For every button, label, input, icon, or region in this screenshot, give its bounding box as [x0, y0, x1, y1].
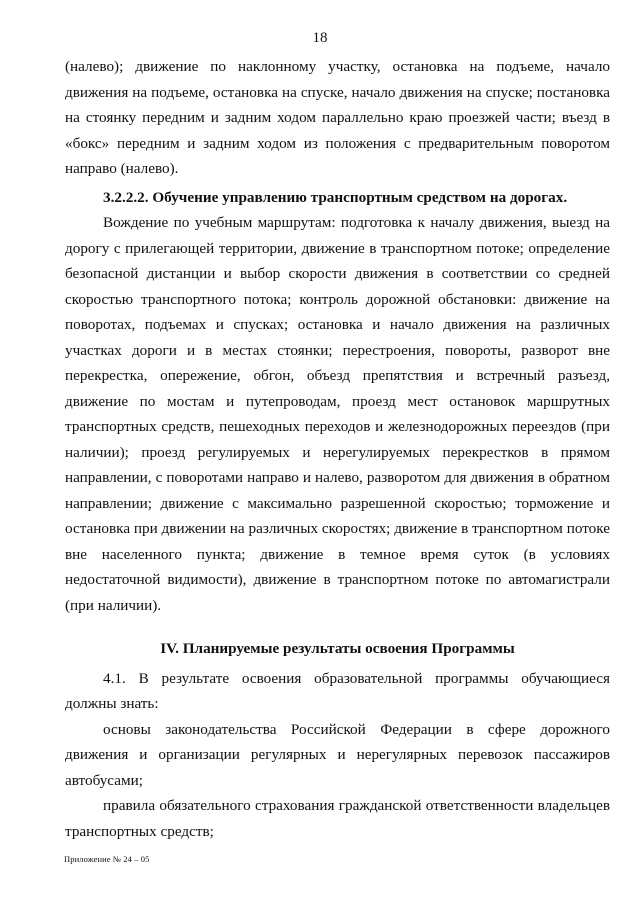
page-footer: Приложение № 24 – 05 [64, 854, 150, 864]
paragraph-continuation: (налево); движение по наклонному участку, остановка на подъеме, начало движения на подъеме, остановка на спуске, начало движения на спуске; постановка на стоянку передним и задним ходом параллельно краю проезжей части; въезд в «бокс» передним и задним ходом из положения с предварительным поворотом направо (налево). [65, 58, 610, 177]
document-body [65, 54, 610, 844]
paragraph-knowledge-insurance: правила обязательного страхования гражданской ответственности владельцев транспортных средств; [65, 797, 610, 840]
paragraph-results-intro: 4.1. В результате освоения образовательной программы обучающиеся должны знать: [65, 669, 610, 712]
paragraph-driving-routes: Вождение по учебным маршрутам: подготовка к началу движения, выезд на дорогу с прилегающей территории, движение в транспортном потоке; определение безопасной дистанции и выбор скорости движения в соответствии со средней скоростью транспортного потока; контроль дорожной обстановки: движение на поворотах, подъемах и спусках; остановка и начало движения на различных участках дороги и в местах стоянки; перестроения, повороты, разворот вне перекрестка, опережение, обгон, объезд препятствия и встречный разъезд, движение по мостам и путепроводам, проезд мест остановок маршрутных транспортных средств, пешеходных переходов и железнодорожных переездов (при наличии); проезд регулируемых и нерегулируемых перекрестков в прямом направлении, с поворотами направо и налево, разворотом для движения в обратном направлении; движение с максимально разрешенной скоростью; торможение и остановка при движении на различных скоростях; движение в транспортном потоке вне населенного пункта; движение в темное время суток (в условиях недостаточной видимости), движение в транспортном потоке по автомагистрали (при наличии). [65, 214, 610, 614]
subsection-heading: 3.2.2.2. Обучение управлению транспортным средством на дорогах. [103, 188, 568, 206]
section-heading: IV. Планируемые результаты освоения Программы [160, 640, 515, 657]
paragraph-knowledge-law: основы законодательства Российской Федерации в сфере дорожного движения и организации регулярных и нерегулярных перевозок пассажиров автобусами; [65, 720, 610, 789]
page-number: 18 [312, 30, 328, 46]
